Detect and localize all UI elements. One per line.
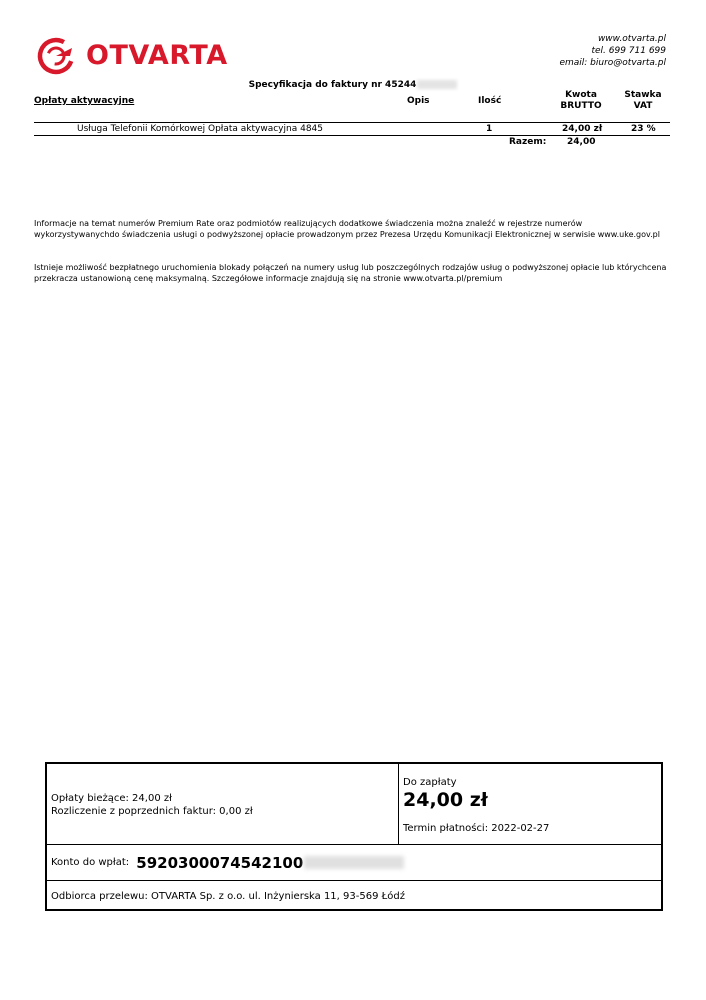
- payment-box-divider-1: [47, 844, 661, 845]
- brand-name: OTVARTA: [86, 40, 228, 71]
- current-charges: Opłaty bieżące: 24,00 zł: [51, 793, 172, 804]
- col-header-kwota-line1: Kwota: [565, 90, 597, 100]
- premium-rate-info: Informacje na temat numerów Premium Rate oraz podmiotów realizujących dodatkowe świadczenia można znaleźć w rejestrze numerów wykorzystywanychdo świadczenia usługi o podwyższonej opłacie prowadzonym przez Prezesa Urzędu Komunikacji Elektronicznej w serwisie www.uke.gov.pl: [34, 219, 660, 239]
- bank-account-row: [51, 852, 404, 872]
- col-header-vat-line2: VAT: [633, 101, 653, 111]
- table-top-rule: [34, 122, 670, 123]
- previous-settlement: Rozliczenie z poprzednich faktur: 0,00 zł: [51, 806, 253, 817]
- account-number[interactable]: 5920300074542100: [136, 853, 304, 872]
- amount-due-label: Do zapłaty: [403, 777, 457, 788]
- row-description: Usługa Telefonii Komórkowej Opłata aktywacyjna 4845: [77, 124, 323, 134]
- email-text[interactable]: email: biuro@otvarta.pl: [559, 58, 666, 68]
- col-header-kwota-line2: BRUTTO: [560, 101, 602, 111]
- transfer-recipient: Odbiorca przelewu: OTVARTA Sp. z o.o. ul. Inżynierska 11, 93-569 Łódź: [51, 891, 405, 902]
- row-quantity: 1: [486, 124, 493, 134]
- total-label: Razem:: [509, 137, 547, 147]
- redacted-invoice-suffix: [417, 80, 457, 89]
- payment-box: [45, 762, 663, 911]
- row-amount: 24,00 zł: [562, 124, 603, 134]
- col-header-kwota: [560, 90, 602, 112]
- payment-box-divider-2: [47, 880, 661, 881]
- spec-title-text: Specyfikacja do faktury nr 45244: [248, 80, 417, 90]
- otvarta-logo-icon: [36, 36, 76, 76]
- redacted-account-suffix: [304, 856, 404, 869]
- website-link[interactable]: www.otvarta.pl: [597, 34, 666, 44]
- spec-title: [0, 80, 706, 90]
- col-header-opis: Opis: [407, 96, 430, 106]
- col-header-vat-line1: Stawka: [624, 90, 662, 100]
- row-vat: 23 %: [631, 124, 656, 134]
- account-label: Konto do wpłat:: [51, 856, 130, 868]
- table-bottom-rule: [34, 135, 670, 136]
- company-logo: [36, 36, 236, 76]
- payment-deadline: Termin płatności: 2022-02-27: [403, 823, 550, 834]
- contact-block: [559, 33, 666, 69]
- amount-due-value: 24,00 zł: [403, 789, 488, 811]
- col-header-ilosc: Ilość: [478, 96, 502, 106]
- total-value: 24,00: [567, 137, 596, 147]
- col-header-vat: [622, 90, 664, 112]
- phone-text: tel. 699 711 699: [591, 46, 666, 56]
- section-header: Opłaty aktywacyjne: [34, 96, 135, 106]
- blocking-info: Istnieje możliwość bezpłatnego uruchomienia blokady połączeń na numery usług lub poszczególnych rodzajów usług o podwyższonej opłacie lub którychcena przekracza ustanowioną cenę maksymalną. Szczegółowe informacje znajdują się na stronie www.otvarta.pl/premium: [34, 263, 667, 283]
- payment-box-divider-vertical: [398, 764, 399, 844]
